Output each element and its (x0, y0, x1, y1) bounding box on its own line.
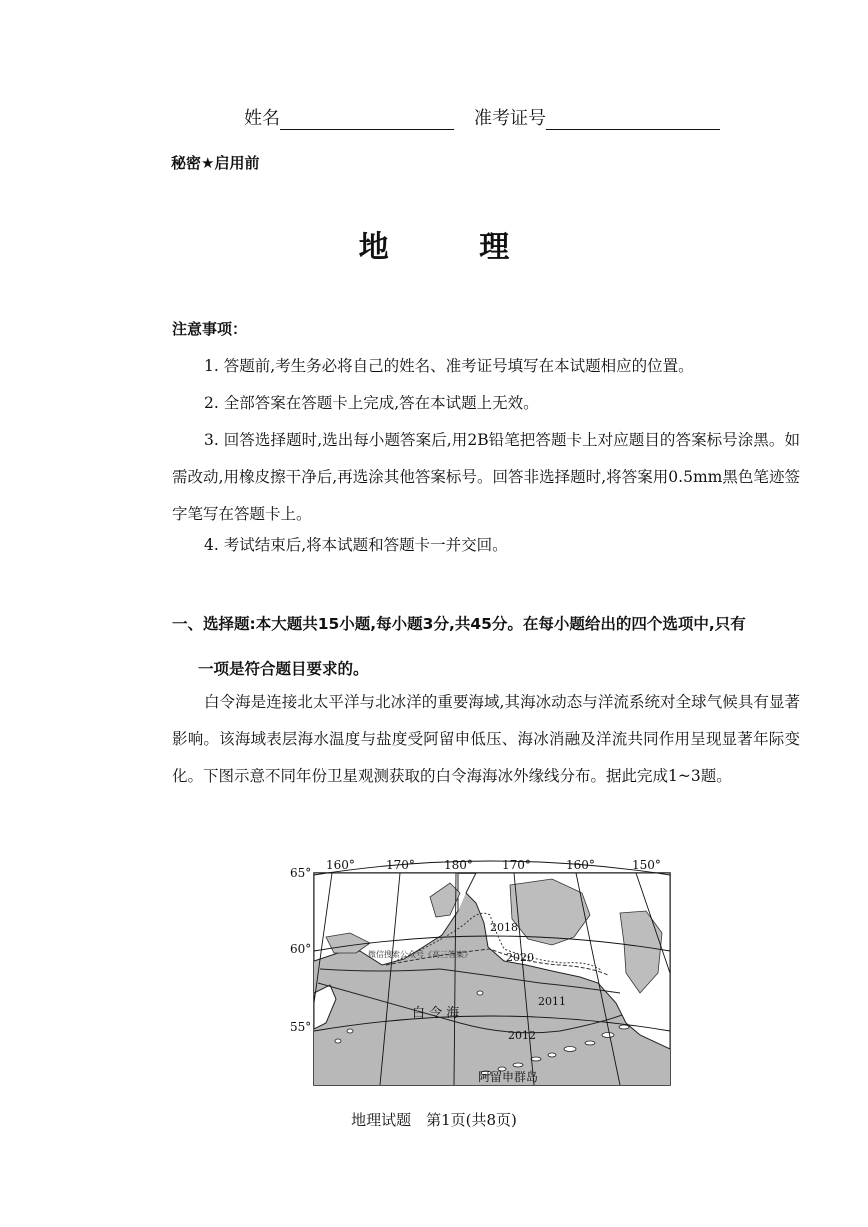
map-watermark: 微信搜索公众号《高三答案》 (368, 950, 472, 959)
name-label: 姓名 (244, 108, 280, 129)
candidate-info-row (244, 104, 720, 130)
section-heading-line1: 一、选择题:本大题共15小题,每小题3分,共45分。在每小题给出的四个选项中,只有 (172, 615, 746, 633)
question-intro: 白令海是连接北太平洋与北冰洋的重要海域,其海冰动态与洋流系统对全球气候具有显著影响。该海域表层海水温度与盐度受阿留申低压、海冰消融及洋流共同作用呈现显著年际变化。下图示意不同年份卫星观测获取的白令海海冰外缘线分布。据此完成1~3题。 (172, 693, 800, 785)
name-blank[interactable] (280, 109, 454, 130)
map-lat-3: 55° (290, 1020, 312, 1034)
page-title: 地 理 (358, 230, 550, 265)
map-lon-6: 150° (632, 858, 661, 872)
map-lat-2: 60° (290, 942, 312, 956)
map-year-2018: 2018 (490, 921, 518, 934)
map-year-2012: 2012 (508, 1029, 536, 1042)
map-svg (290, 853, 690, 1093)
map-islands-label: 阿留申群岛 (478, 1070, 539, 1084)
notice-heading: 注意事项： (172, 320, 248, 338)
section-heading-line2: 一项是符合题目要求的。 (198, 660, 369, 678)
page-footer: 地理试题 第1页(共8页) (351, 1111, 517, 1129)
map-lon-4: 170° (502, 858, 531, 872)
exam-number-label: 准考证号 (474, 108, 546, 129)
notice-item-1: 1. 答题前,考生务必将自己的姓名、准考证号填写在本试题相应的位置。 (204, 357, 694, 375)
map-lon-2: 170° (386, 858, 415, 872)
map-lat-1: 65° (290, 866, 312, 880)
map-lon-5: 160° (566, 858, 595, 872)
map-sea-label: 白 令 海 (412, 1006, 460, 1021)
notice-item-4: 4. 考试结束后,将本试题和答题卡一并交回。 (204, 536, 508, 554)
notice-item-3: 3. 回答选择题时,选出每小题答案后,用2B铅笔把答题卡上对应题目的答案标号涂黑。如需改动,用橡皮擦干净后,再选涂其他答案标号。回答非选择题时,将答案用0.5mm黑色笔迹签字笔写在答题卡上。 (172, 431, 800, 523)
map-year-2011: 2011 (538, 995, 566, 1008)
map-lon-3: 180° (444, 858, 473, 872)
section-heading (172, 602, 802, 692)
map-year-2020: 2020 (506, 951, 534, 964)
notice-item-2: 2. 全部答案在答题卡上完成,答在本试题上无效。 (204, 394, 539, 412)
map-lon-1: 160° (326, 858, 355, 872)
exam-number-blank[interactable] (546, 109, 720, 130)
confidential-label: 秘密★启用前 (171, 154, 260, 172)
bering-sea-map (290, 853, 690, 1093)
